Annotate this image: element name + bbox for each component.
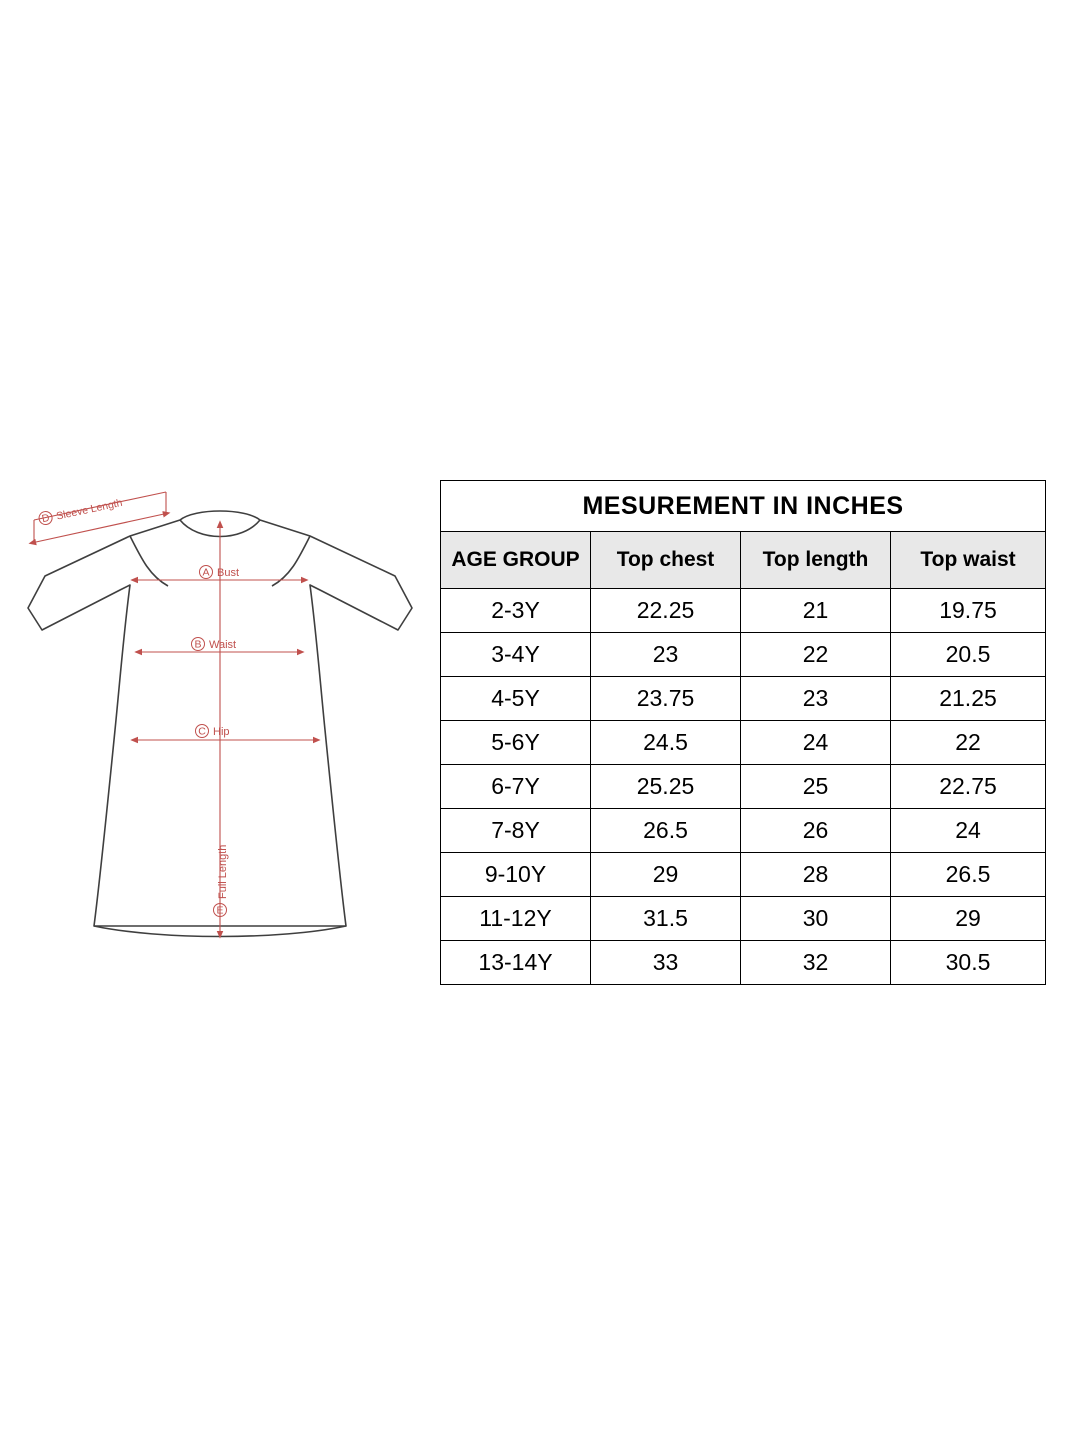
cell-top-length: 23 bbox=[741, 677, 891, 721]
cell-top-length: 26 bbox=[741, 809, 891, 853]
table-row bbox=[441, 633, 1046, 677]
table-row bbox=[441, 853, 1046, 897]
cell-age-group: 7-8Y bbox=[441, 809, 591, 853]
table-row bbox=[441, 721, 1046, 765]
cell-top-waist: 20.5 bbox=[891, 633, 1046, 677]
dimension-label-sleeve-length: Sleeve Length bbox=[55, 496, 124, 523]
dimension-label-waist: Waist bbox=[209, 639, 237, 651]
cell-top-waist: 22 bbox=[891, 721, 1046, 765]
table-row bbox=[441, 941, 1046, 985]
cell-top-length: 24 bbox=[741, 721, 891, 765]
dimension-label-bust: Bust bbox=[217, 567, 240, 579]
column-header-top-length: Top length bbox=[741, 532, 891, 589]
table-title: MESUREMENT IN INCHES bbox=[441, 481, 1046, 532]
table-row bbox=[441, 809, 1046, 853]
cell-top-chest: 23 bbox=[591, 633, 741, 677]
column-header-top-chest: Top chest bbox=[591, 532, 741, 589]
table-row bbox=[441, 589, 1046, 633]
cell-top-length: 32 bbox=[741, 941, 891, 985]
cell-top-length: 25 bbox=[741, 765, 891, 809]
size-chart-table bbox=[440, 480, 1046, 985]
cell-top-chest: 33 bbox=[591, 941, 741, 985]
cell-age-group: 3-4Y bbox=[441, 633, 591, 677]
dimension-id-B: B bbox=[194, 638, 202, 651]
cell-age-group: 13-14Y bbox=[441, 941, 591, 985]
cell-age-group: 11-12Y bbox=[441, 897, 591, 941]
dimension-label-full-length: Full Length bbox=[217, 844, 229, 899]
table-row bbox=[441, 677, 1046, 721]
cell-top-length: 28 bbox=[741, 853, 891, 897]
table-title-row bbox=[441, 481, 1046, 532]
dimension-id-A: A bbox=[202, 566, 210, 579]
cell-top-waist: 21.25 bbox=[891, 677, 1046, 721]
cell-age-group: 9-10Y bbox=[441, 853, 591, 897]
garment-diagram bbox=[20, 480, 420, 950]
cell-top-chest: 29 bbox=[591, 853, 741, 897]
cell-age-group: 6-7Y bbox=[441, 765, 591, 809]
cell-top-chest: 23.75 bbox=[591, 677, 741, 721]
cell-top-chest: 25.25 bbox=[591, 765, 741, 809]
cell-top-chest: 26.5 bbox=[591, 809, 741, 853]
cell-top-chest: 24.5 bbox=[591, 721, 741, 765]
cell-top-chest: 31.5 bbox=[591, 897, 741, 941]
cell-age-group: 4-5Y bbox=[441, 677, 591, 721]
cell-top-chest: 22.25 bbox=[591, 589, 741, 633]
cell-top-waist: 24 bbox=[891, 809, 1046, 853]
cell-top-waist: 19.75 bbox=[891, 589, 1046, 633]
cell-top-length: 21 bbox=[741, 589, 891, 633]
dimension-id-C: C bbox=[198, 725, 206, 738]
cell-top-length: 30 bbox=[741, 897, 891, 941]
table-row bbox=[441, 765, 1046, 809]
column-header-top-waist: Top waist bbox=[891, 532, 1046, 589]
column-header-age-group: AGE GROUP bbox=[441, 532, 591, 589]
cell-top-waist: 30.5 bbox=[891, 941, 1046, 985]
table-row bbox=[441, 897, 1046, 941]
dimension-label-hip: Hip bbox=[213, 726, 230, 738]
cell-top-length: 22 bbox=[741, 633, 891, 677]
cell-top-waist: 26.5 bbox=[891, 853, 1046, 897]
dimension-id-E: E bbox=[216, 904, 224, 917]
cell-age-group: 5-6Y bbox=[441, 721, 591, 765]
cell-age-group: 2-3Y bbox=[441, 589, 591, 633]
cell-top-waist: 29 bbox=[891, 897, 1046, 941]
table-header-row bbox=[441, 532, 1046, 589]
dimension-id-D: D bbox=[40, 511, 51, 526]
cell-top-waist: 22.75 bbox=[891, 765, 1046, 809]
